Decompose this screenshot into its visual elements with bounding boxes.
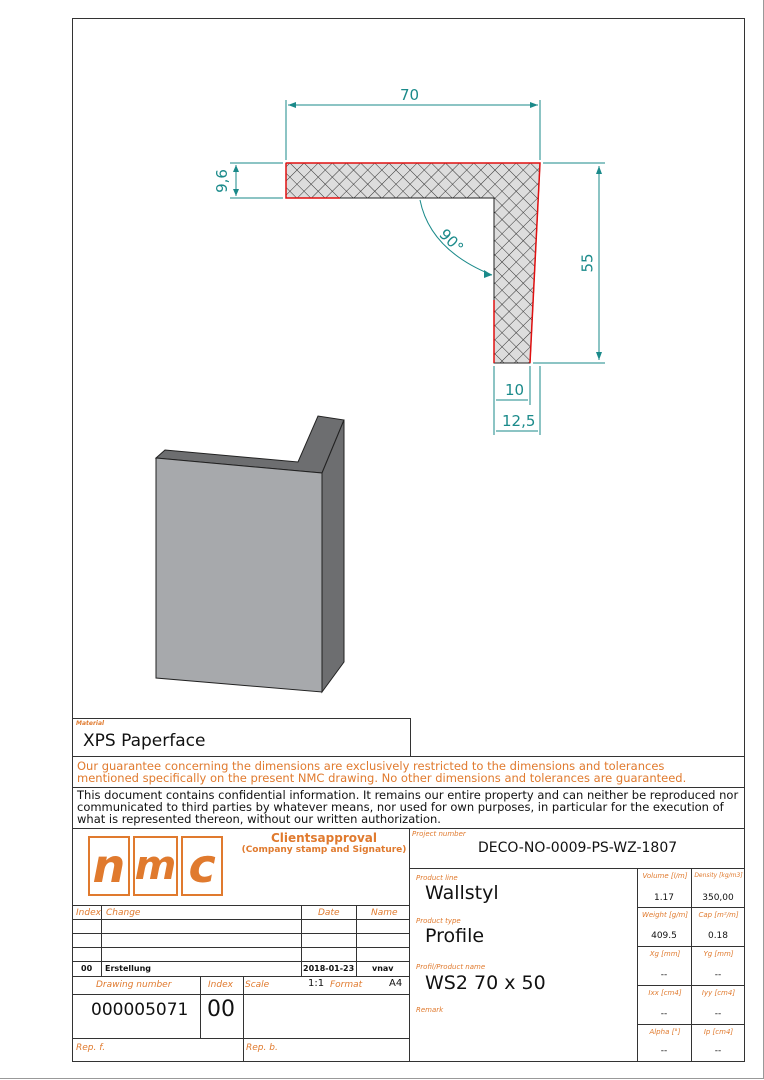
scale-label: Scale — [245, 980, 270, 990]
product-line-label: Product line — [416, 874, 458, 882]
dim-base: 12,5 — [502, 412, 536, 430]
dim-thickness-leg: 10 — [505, 381, 525, 399]
weight-label: Weight [g/m] — [641, 911, 689, 919]
volume-value: 1.17 — [653, 893, 675, 903]
density-value: 350,00 — [702, 893, 734, 903]
rev-row-index: 00 — [81, 964, 93, 973]
rev-header-change: Change — [106, 908, 141, 918]
alpha-label: Alpha [°] — [649, 1028, 681, 1036]
format-value: A4 — [389, 978, 403, 989]
dim-thickness-top: 9,6 — [212, 169, 231, 193]
cap-label: Cap [m²/m] — [698, 911, 739, 919]
iso-front-face — [156, 458, 322, 692]
guarantee-text: Our guarantee concerning the dimensions are exclusively restricted to the dimensions and tolerances mentioned specifically on the present NMC drawing. No other dimensions and tolerances are guaranteed. — [77, 759, 687, 785]
density-label: Density [kg/m3] — [694, 872, 743, 879]
dim-width: 70 — [400, 86, 420, 104]
yg-value: -- — [714, 970, 722, 980]
rep-f-label: Rep. f. — [76, 1043, 106, 1053]
client-approval-title: Clientsapproval — [270, 831, 378, 845]
scale-value: 1:1 — [308, 978, 325, 989]
remark-label: Remark — [416, 1006, 444, 1014]
project-number-label: Project number — [412, 830, 466, 838]
rev-row-name: vnav — [372, 964, 394, 973]
xg-label: Xg [mm] — [649, 950, 681, 958]
rev-header-index: Index — [76, 908, 101, 918]
nmc-logo: n m c — [88, 836, 223, 896]
dim-height: 55 — [578, 253, 597, 273]
material-label: Material — [76, 720, 105, 727]
alpha-value: -- — [660, 1046, 668, 1056]
rep-b-label: Rep. b. — [246, 1043, 278, 1053]
ip-label: Ip [cm4] — [703, 1028, 734, 1036]
product-type-label: Product type — [416, 917, 461, 925]
drawing-number-label: Drawing number — [96, 980, 172, 990]
format-label: Format — [330, 980, 363, 990]
ixx-label: Ixx [cm4] — [648, 989, 682, 997]
client-approval-sub: (Company stamp and Signature) — [241, 845, 407, 855]
project-number: DECO-NO-0009-PS-WZ-1807 — [478, 840, 678, 856]
ip-value: -- — [714, 1046, 722, 1056]
cap-value: 0.18 — [707, 931, 729, 941]
rev-header-date: Date — [318, 908, 340, 918]
ixx-value: -- — [660, 1009, 668, 1019]
index-label: Index — [208, 980, 233, 990]
confidential-text: This document contains confidential information. It remains our entire property and can neither be reproduced nor communicated to third parties by whatever means, nor used for own purposes, in particular for the execution of what is represented thereon, without our written authorization. — [77, 788, 739, 826]
product-type: Profile — [425, 925, 485, 947]
weight-value: 409.5 — [651, 931, 677, 941]
rev-row-date: 2018-01-23 — [303, 964, 355, 973]
material-value: XPS Paperface — [83, 731, 206, 751]
yg-label: Yg [mm] — [703, 950, 734, 958]
profile-name-label: Profil/Product name — [416, 963, 486, 971]
iyy-label: Iyy [cm4] — [701, 989, 736, 997]
rev-row-change: Erstellung — [105, 964, 152, 973]
profile-name: WS2 70 x 50 — [425, 972, 546, 994]
index-value: 00 — [207, 997, 235, 1022]
drawing-number: 000005071 — [91, 1000, 189, 1020]
volume-label: Volume [l/m] — [642, 872, 688, 880]
dim-angle: 90° — [435, 225, 468, 257]
rev-header-name: Name — [371, 908, 398, 918]
xg-value: -- — [660, 970, 668, 980]
product-line: Wallstyl — [425, 882, 499, 904]
iyy-value: -- — [714, 1009, 722, 1019]
